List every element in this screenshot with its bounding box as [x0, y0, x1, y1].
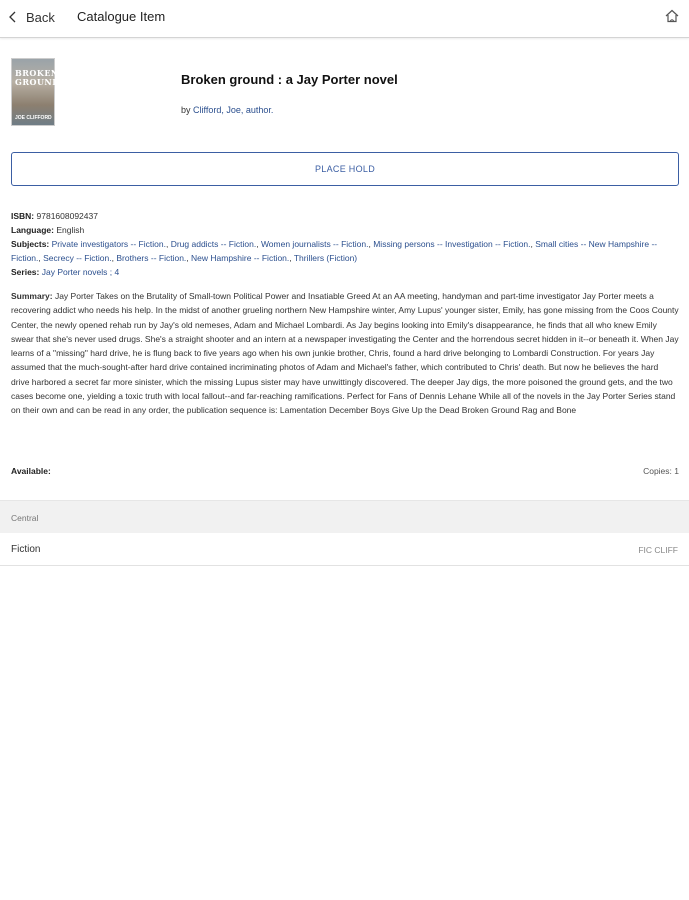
- subject-link[interactable]: Brothers -- Fiction.: [116, 253, 187, 263]
- subject-link[interactable]: Small cities -- New Hampshire -- Fiction.: [11, 239, 658, 263]
- availability-row: [11, 466, 679, 476]
- available-label: Available:: [11, 466, 51, 476]
- summary-text: Jay Porter Takes on the Brutality of Small-town Political Power and Insatiable Greed At an AA meeting, handyman and part-time investigator Jay Porter meets a recovering addict who needs his help. In the midst of another grueling northern New Hampshire winter, Amy Lupus' younger sister, Emily, has gone missing from the Coos County Center, the newly opened rehab run by Jay's old nemeses, Adam and Michael Lombardi. As Jay begins looking into Emily's disappearance, he finds that all who knew Emily swear that she's never used drugs. She's a straight shooter and an intern at a newspaper investigating the Center and the horrendous secret hidden in it--or beneath it. When Jay learns of a "missing" hard drive, he is flung back to five years ago when his own junkie brother, Chris, found a hard drive belonging to Lombardi Construction. For years Jay assumed that the much-sought-after hard drive contained incriminating photos of Adam and Michael's father, which contributed to Chris' death. But now he believes the hard drive harbored a secret far more sinister, which the missing Lupus sister may have unwittingly discovered. The deeper Jay digs, the more poisoned the ground gets, and the two cases become one, yielding a toxic truth with local fallout--and far-reaching ramifications. Perfect for Fans of Dennis Lehane While all of the novels in the Jay Porter Series stand on their own and can be read in any order, the publication sequence is: Lamentation December Boys Give Up the Dead Broken Ground Rag and Bone: [11, 291, 679, 416]
- byline: [181, 105, 273, 115]
- cover-title: BROKEN GROUND: [15, 68, 60, 87]
- summary-label: Summary:: [11, 291, 53, 301]
- series-row: [11, 265, 679, 279]
- series-link[interactable]: Jay Porter novels ; 4: [41, 267, 120, 277]
- series-label: Series:: [11, 267, 40, 277]
- language-row: [11, 223, 679, 237]
- isbn-value: 9781608092437: [36, 211, 98, 221]
- back-button[interactable]: [8, 6, 55, 28]
- book-title: Broken ground : a Jay Porter novel: [181, 72, 398, 87]
- subjects-row: Subjects: Private investigators -- Fiction., Drug addicts -- Fiction., Women journalists -- Fiction., Missing persons -- Investigation -- Fiction., Small cities -- New Hampshire -- Fiction., Secrecy -- Fiction., Brothers -- Fiction., New Hampshire -- Fiction., Thrillers (Fiction): [11, 239, 658, 263]
- subject-link[interactable]: Missing persons -- Investigation -- Fiction.: [373, 239, 531, 249]
- by-prefix: by: [181, 105, 191, 115]
- place-hold-button[interactable]: PLACE HOLD: [11, 152, 679, 186]
- page-title: Catalogue Item: [77, 9, 166, 24]
- branch-name: Central: [11, 513, 39, 523]
- author-link[interactable]: Clifford, Joe, author.: [193, 105, 274, 115]
- item-details: [11, 209, 679, 279]
- isbn-label: ISBN:: [11, 211, 35, 221]
- back-label: Back: [26, 9, 55, 25]
- subject-link[interactable]: Private investigators -- Fiction.: [51, 239, 166, 249]
- copies-count: Copies: 1: [643, 466, 679, 476]
- holding-row: [0, 533, 689, 566]
- book-cover-image: [11, 58, 60, 126]
- summary: [11, 289, 679, 418]
- subject-link[interactable]: Thrillers (Fiction): [293, 253, 358, 263]
- branch-header: [0, 500, 689, 533]
- top-nav-bar: [0, 0, 689, 38]
- home-icon[interactable]: [664, 8, 680, 24]
- cover-author: JOE CLIFFORD: [15, 115, 52, 121]
- language-value: English: [56, 225, 85, 235]
- subject-link[interactable]: Drug addicts -- Fiction.: [170, 239, 257, 249]
- isbn-row: [11, 209, 679, 223]
- subject-link[interactable]: Women journalists -- Fiction.: [260, 239, 369, 249]
- subject-link[interactable]: Secrecy -- Fiction.: [43, 253, 112, 263]
- language-label: Language:: [11, 225, 54, 235]
- subject-link[interactable]: New Hampshire -- Fiction.: [191, 253, 290, 263]
- holding-location: Fiction: [11, 544, 41, 555]
- subjects-label: Subjects:: [11, 239, 50, 249]
- call-number: FIC CLIFF: [638, 545, 678, 555]
- chevron-left-icon: [8, 11, 18, 23]
